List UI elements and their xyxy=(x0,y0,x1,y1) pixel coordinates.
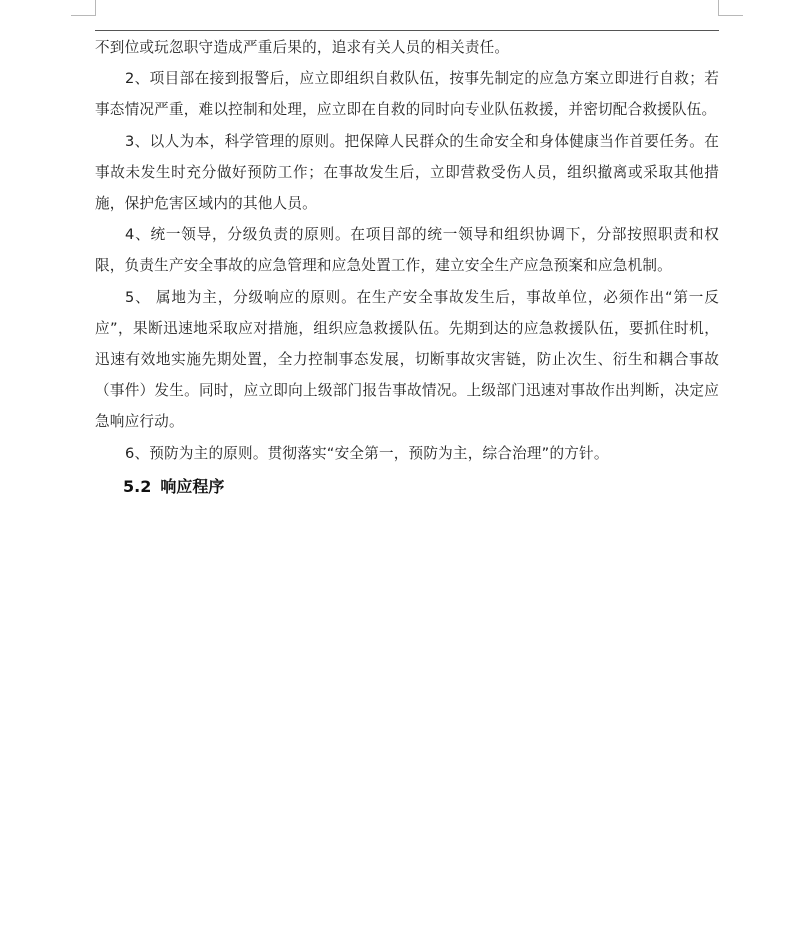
crop-mark-top-left xyxy=(71,15,96,16)
paragraph: 2、项目部在接到报警后，应立即组织自救队伍，按事先制定的应急方案立即进行自救；若事态情况严重，难以控制和处理，应立即在自救的同时向专业队伍救援，并密切配合救援队伍。 xyxy=(95,70,719,119)
paragraph: 不到位或玩忽职守造成严重后果的，追求有关人员的相关责任。 xyxy=(95,39,510,56)
section-number: 5.2 xyxy=(123,476,152,496)
section-title: 响应程序 xyxy=(160,476,225,496)
section-heading xyxy=(95,469,719,505)
paragraph: 4、统一领导，分级负责的原则。在项目部的统一领导和组织协调下，分部按照职责和权限，负责生产安全事故的应急管理和应急处置工作，建立安全生产应急预案和应急机制。 xyxy=(95,226,719,275)
paragraph: 5、 属地为主，分级响应的原则。在生产安全事故发生后，事故单位，必须作出“第一反应”，果断迅速地采取应对措施，组织应急救援队伍。先期到达的应急救援队伍，要抓住时机，迅速有效地实施先期处置，全力控制事态发展，切断事故灾害链，防止次生、衍生和耦合事故（事件）发生。同时，应立即向上级部门报告事故情况。上级部门迅速对事故作出判断，决定应急响应行动。 xyxy=(95,288,719,431)
crop-mark-top-right xyxy=(718,0,719,16)
paragraph: 3、以人为本，科学管理的原则。把保障人民群众的生命安全和身体健康当作首要任务。在事故未发生时充分做好预防工作；在事故发生后，立即营救受伤人员，组织撤离或采取其他措施，保护危害区域内的其他人员。 xyxy=(95,132,719,213)
crop-mark-top-left xyxy=(95,0,96,16)
header-rule xyxy=(95,30,719,31)
document-body xyxy=(95,32,719,505)
crop-mark-top-right xyxy=(718,15,743,16)
paragraph: 6、预防为主的原则。贯彻落实“安全第一，预防为主，综合治理”的方针。 xyxy=(125,444,609,462)
